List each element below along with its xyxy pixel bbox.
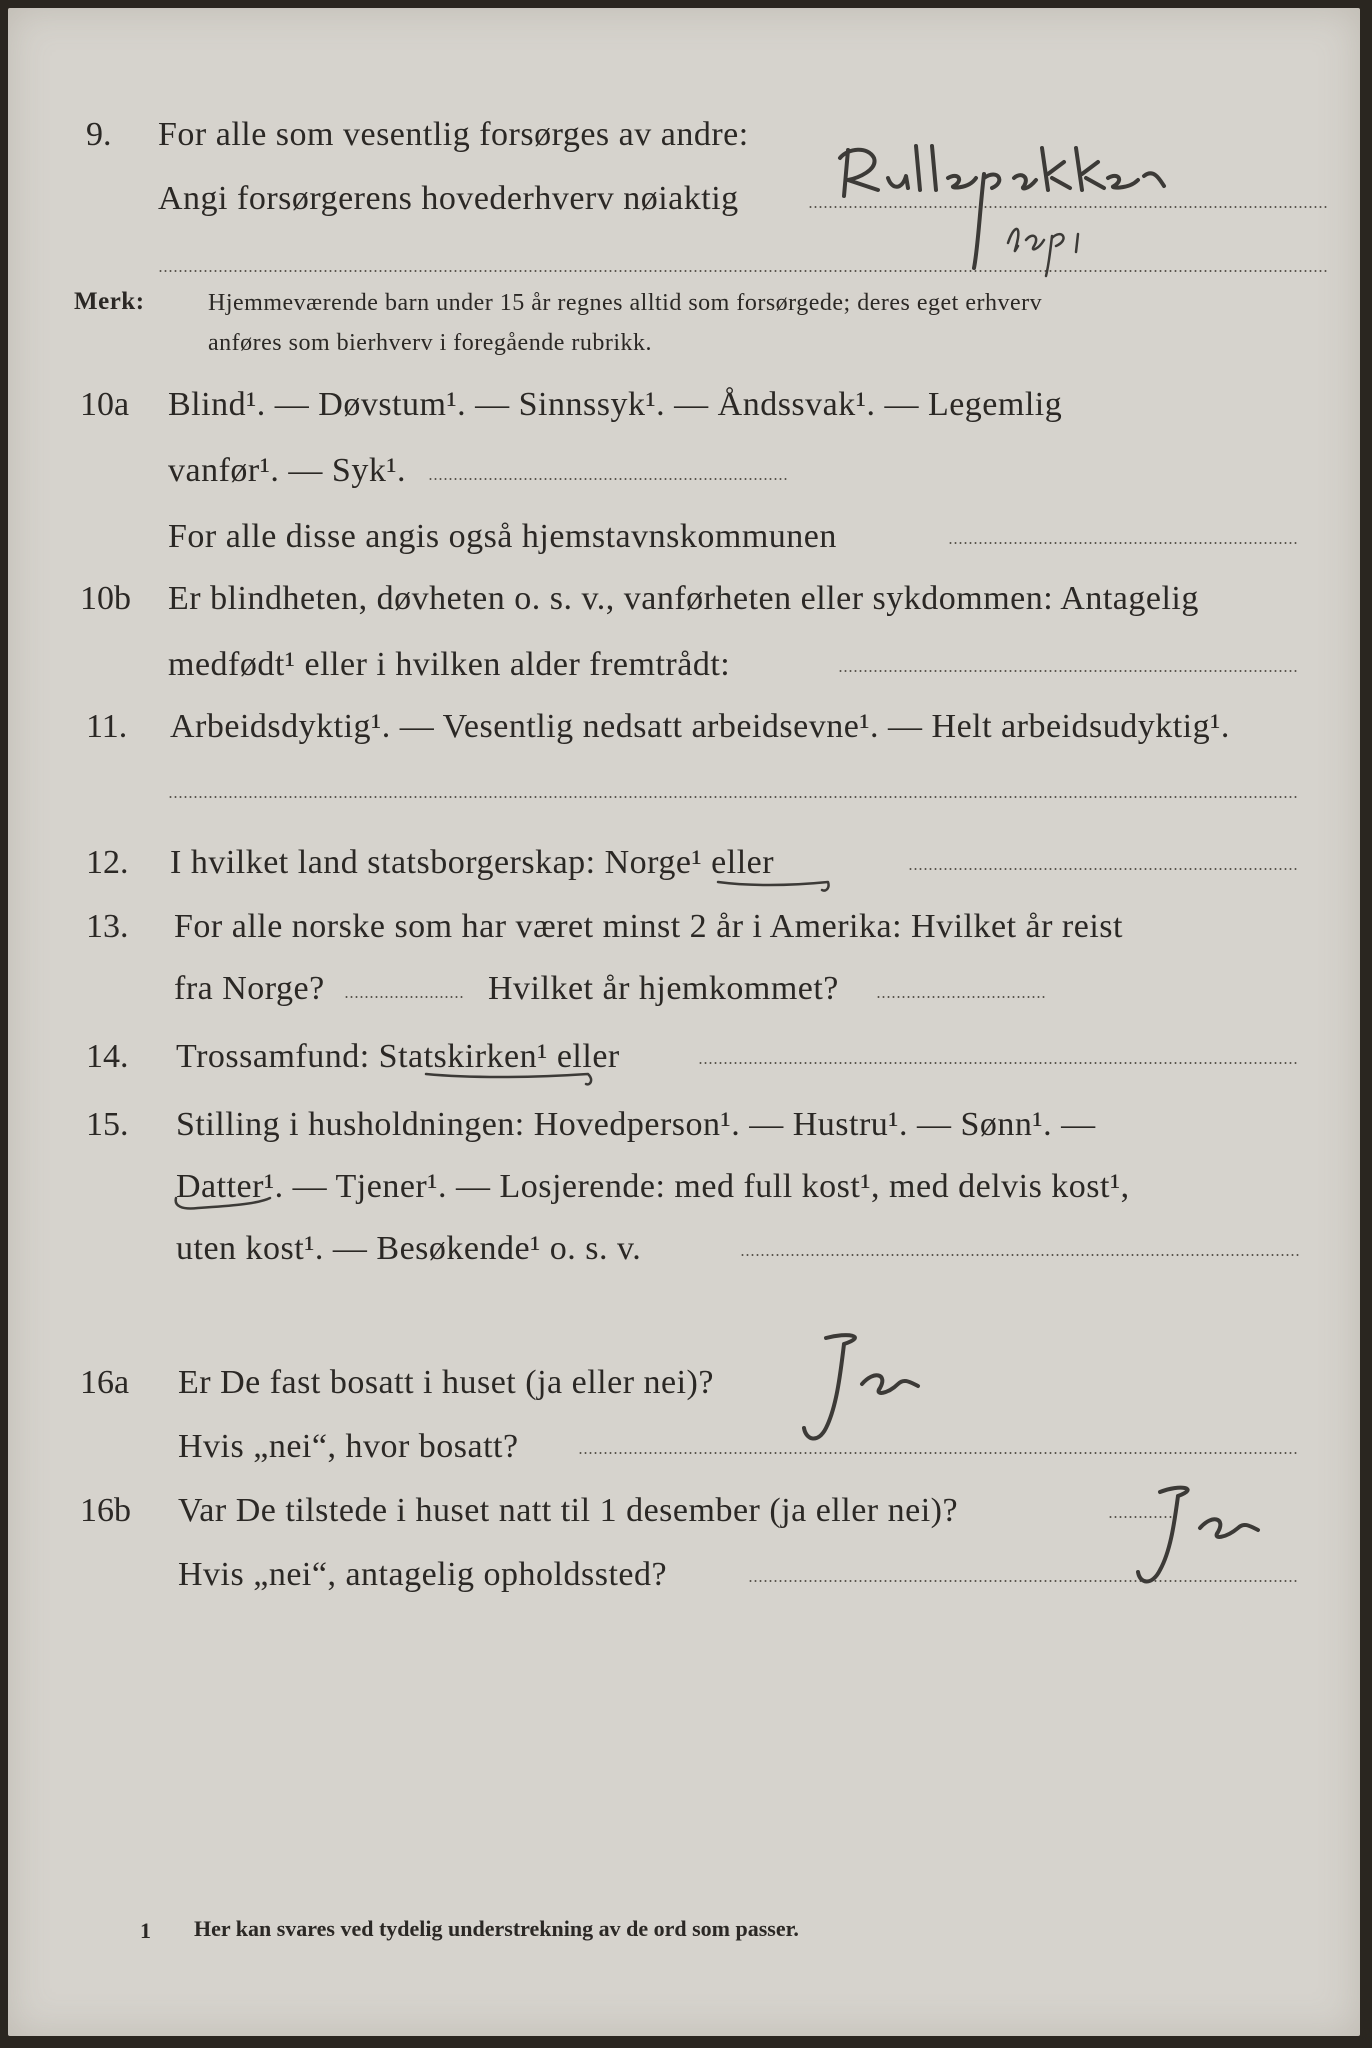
census-form-page bbox=[8, 8, 1360, 2036]
q11-answer-line bbox=[168, 796, 1298, 798]
q10b-answer-line bbox=[838, 670, 1298, 672]
q11-line1: Arbeidsdyktig¹. — Vesentlig nedsatt arbeidsevne¹. — Helt arbeidsudyktig¹. bbox=[170, 708, 1230, 745]
q9-handwritten-answer bbox=[808, 128, 1328, 278]
q16b-line2: Hvis „nei“, antagelig opholdssted? bbox=[178, 1556, 668, 1593]
q10b-line1: Er blindheten, døvheten o. s. v., vanførheten eller sykdommen: Antagelig bbox=[168, 580, 1199, 617]
q16b-number: 16b bbox=[80, 1492, 131, 1529]
q10a-line3: For alle disse angis også hjemstavnskommunen bbox=[168, 518, 837, 555]
q13-hjemkommet-line bbox=[876, 996, 1046, 998]
q9-line1: For alle som vesentlig forsørges av andre: bbox=[158, 116, 749, 153]
q12-line1: I hvilket land statsborgerskap: Norge¹ eller bbox=[170, 844, 775, 881]
q10a-kommune-line bbox=[948, 542, 1298, 544]
q13-reist-line bbox=[344, 996, 464, 998]
q13-line1: For alle norske som har været minst 2 år i Amerika: Hvilket år reist bbox=[174, 908, 1123, 945]
q10a-line2: vanfør¹. — Syk¹. bbox=[168, 452, 407, 489]
q15-line1: Stilling i husholdningen: Hovedperson¹. — Hustru¹. — Sønn¹. — bbox=[176, 1106, 1096, 1143]
q16a-number: 16a bbox=[80, 1364, 130, 1401]
q16a-line1: Er De fast bosatt i huset (ja eller nei)? bbox=[178, 1364, 714, 1401]
q9-number: 9. bbox=[86, 116, 112, 153]
q14-underline-statskirken bbox=[418, 1064, 608, 1094]
q10b-line2: medfødt¹ eller i hvilken alder fremtrådt: bbox=[168, 646, 731, 683]
q15-answer-line bbox=[740, 1254, 1300, 1256]
q13-line2a: fra Norge? bbox=[174, 970, 325, 1007]
q14-line1: Trossamfund: Statskirken¹ eller bbox=[176, 1038, 620, 1075]
q16b-line1: Var De tilstede i huset natt til 1 desember (ja eller nei)? bbox=[178, 1492, 959, 1529]
q14-number: 14. bbox=[86, 1038, 129, 1075]
q11-number: 11. bbox=[86, 708, 128, 745]
q15-line3: uten kost¹. — Besøkende¹ o. s. v. bbox=[176, 1230, 642, 1267]
merk-line1: Hjemmeværende barn under 15 år regnes alltid som forsørgede; deres eget erhverv bbox=[208, 290, 1043, 316]
q10a-number: 10a bbox=[80, 386, 130, 423]
merk-label: Merk: bbox=[74, 288, 145, 315]
merk-line2: anføres som bierhverv i foregående rubrikk. bbox=[208, 330, 653, 356]
footnote-marker: 1 bbox=[140, 1918, 151, 1943]
q12-answer-line bbox=[908, 868, 1298, 870]
q13-line2b: Hvilket år hjemkommet? bbox=[488, 970, 839, 1007]
q10a-line1: Blind¹. — Døvstum¹. — Sinnssyk¹. — Åndssvak¹. — Legemlig bbox=[168, 386, 1063, 423]
q16b-handwritten-answer bbox=[1088, 1478, 1288, 1598]
q15-number: 15. bbox=[86, 1106, 129, 1143]
q16a-line2: Hvis „nei“, hvor bosatt? bbox=[178, 1428, 519, 1465]
footnote-text: Her kan svares ved tydelig understrekning av de ord som passer. bbox=[194, 1916, 799, 1941]
q10a-answer-line bbox=[428, 478, 788, 480]
q15-line2: Datter¹. — Tjener¹. — Losjerende: med full kost¹, med delvis kost¹, bbox=[176, 1168, 1130, 1205]
q12-number: 12. bbox=[86, 844, 129, 881]
q13-number: 13. bbox=[86, 908, 129, 945]
q15-underline-datter bbox=[168, 1178, 278, 1218]
q16a-handwritten-answer bbox=[778, 1328, 958, 1458]
q10b-number: 10b bbox=[80, 580, 131, 617]
q12-underline-norge bbox=[708, 870, 848, 900]
q9-line2: Angi forsørgerens hovederhverv nøiaktig bbox=[158, 180, 739, 217]
q14-answer-line bbox=[698, 1062, 1298, 1064]
